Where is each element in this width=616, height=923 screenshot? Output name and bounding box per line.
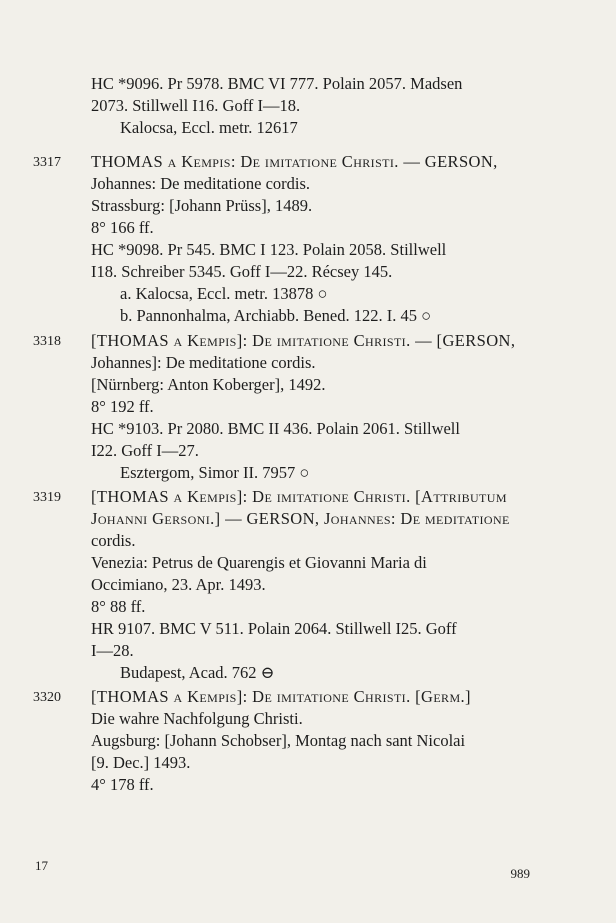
entry-holding: a. Kalocsa, Eccl. metr. 13878 ○ [120,284,328,303]
entry-line: cordis. [91,531,136,550]
entry-line: 8° 166 ff. [91,218,154,237]
entry-line: HC *9098. Pr 545. BMC I 123. Polain 2058. Stillwell [91,240,447,259]
entry-line: Johanni Gersoni.] — GERSON, Johannes: De meditatione [91,509,510,528]
entry-line: 2073. Stillwell I16. Goff I—18. [91,96,301,115]
entry-line: Die wahre Nachfolgung Christi. [91,709,303,728]
entry-number: 3318 [33,334,61,349]
entry-line: I—28. [91,641,134,660]
entry-line: I22. Goff I—27. [91,441,199,460]
entry-line: [THOMAS a Kempis]: De imitatione Christi. [Germ.] [91,687,471,706]
entry-line: Strassburg: [Johann Prüss], 1489. [91,196,313,215]
entry-line: 8° 192 ff. [91,397,154,416]
entry-line: [Nürnberg: Anton Koberger], 1492. [91,375,326,394]
entry-holding: Esztergom, Simor II. 7957 ○ [120,463,310,482]
entry-line: HC *9103. Pr 2080. BMC II 436. Polain 2061. Stillwell [91,419,460,438]
entry-line: [9. Dec.] 1493. [91,753,191,772]
entry-line: 8° 88 ff. [91,597,146,616]
entry-number: 3320 [33,690,61,705]
signature-mark: 17 [35,858,48,873]
entry-number: 3317 [33,155,61,170]
entry-line: HC *9096. Pr 5978. BMC VI 777. Polain 2057. Madsen [91,74,463,93]
entry-holding: Budapest, Acad. 762 ⊖ [120,663,275,682]
entry-line: Occimiano, 23. Apr. 1493. [91,575,266,594]
entry-holding: b. Pannonhalma, Archiabb. Bened. 122. I. 45 ○ [120,306,432,325]
entry-line: Augsburg: [Johann Schobser], Montag nach sant Nicolai [91,731,466,750]
entry-line: HR 9107. BMC V 511. Polain 2064. Stillwell I25. Goff [91,619,457,638]
entry-line: [THOMAS a Kempis]: De imitatione Christi. — [GERSON, [91,331,516,350]
entry-line: I18. Schreiber 5345. Goff I—22. Récsey 145. [91,262,393,281]
entry-number: 3319 [33,490,61,505]
entry-line: Venezia: Petrus de Quarengis et Giovanni Maria di [91,553,427,572]
entry-line: Johannes: De meditatione cordis. [91,174,311,193]
entry-line: THOMAS a Kempis: De imitatione Christi. — GERSON, [91,152,498,171]
entry-line: [THOMAS a Kempis]: De imitatione Christi. [Attributum [91,487,507,506]
page-number: 989 [510,866,530,881]
entry-holding: Kalocsa, Eccl. metr. 12617 [120,118,298,137]
entry-line: 4° 178 ff. [91,775,154,794]
entry-line: Johannes]: De meditatione cordis. [91,353,316,372]
